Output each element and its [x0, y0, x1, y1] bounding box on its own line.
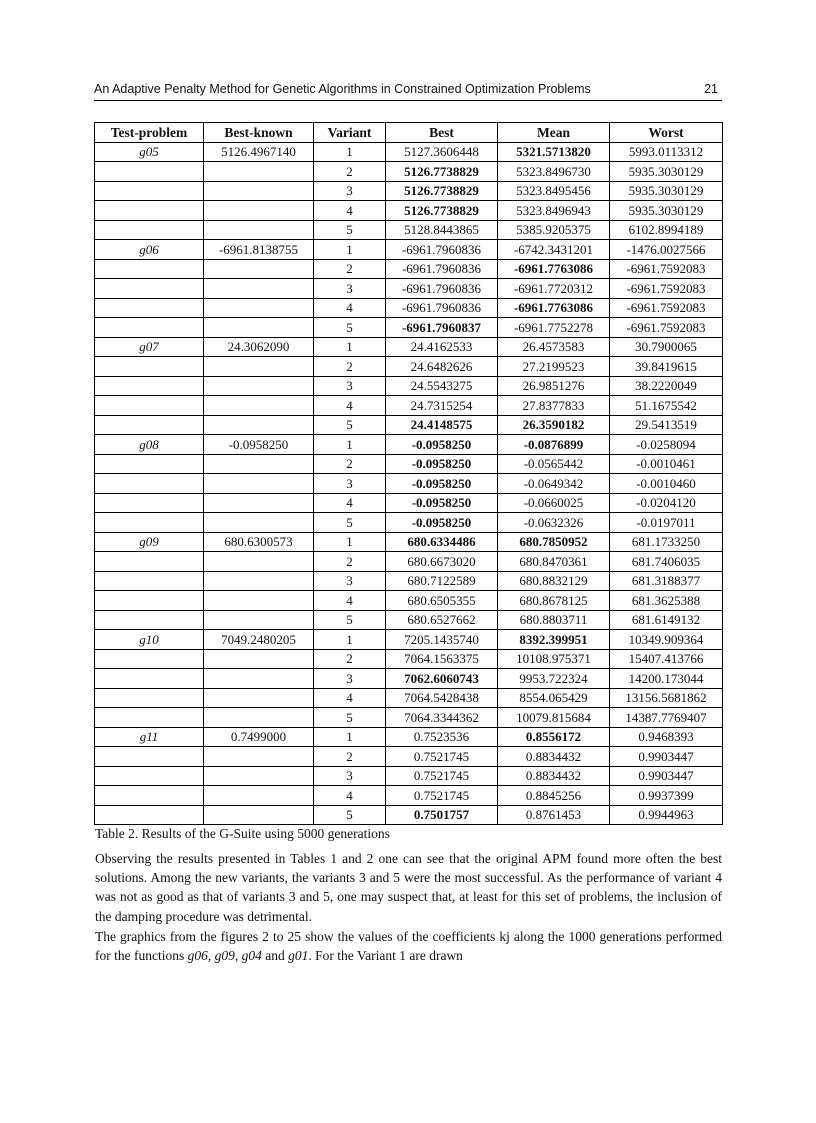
- cell-worst: 5935.3030129: [610, 181, 723, 201]
- cell-best-known: [204, 201, 314, 221]
- cell-best-known: [204, 162, 314, 182]
- cell-best-known: 680.6300573: [204, 532, 314, 552]
- table-row: [95, 805, 723, 825]
- table-row: [95, 571, 723, 591]
- cell-best-known: [204, 688, 314, 708]
- table-row: [95, 727, 723, 747]
- cell-variant: 1: [314, 240, 386, 260]
- cell-worst: 38.2220049: [610, 376, 723, 396]
- cell-test-problem: [95, 376, 204, 396]
- table-row: [95, 201, 723, 221]
- cell-best-known: [204, 805, 314, 825]
- cell-best: -0.0958250: [386, 474, 498, 494]
- cell-variant: 3: [314, 474, 386, 494]
- cell-test-problem: [95, 162, 204, 182]
- cell-worst: 0.9903447: [610, 747, 723, 767]
- cell-mean: 5323.8496943: [498, 201, 610, 221]
- cell-best: -6961.7960836: [386, 259, 498, 279]
- cell-variant: 1: [314, 142, 386, 162]
- cell-variant: 3: [314, 181, 386, 201]
- cell-worst: 681.3625388: [610, 591, 723, 611]
- cell-mean: -0.0565442: [498, 454, 610, 474]
- cell-variant: 3: [314, 766, 386, 786]
- cell-test-problem: [95, 454, 204, 474]
- cell-test-problem: [95, 279, 204, 299]
- cell-worst: -1476.0027566: [610, 240, 723, 260]
- cell-variant: 5: [314, 415, 386, 435]
- paragraph-text: The graphics from the figures 2 to 25 show the values of the coefficients kj along the 1000 generations performed for the functions: [95, 928, 722, 964]
- cell-best-known: [204, 708, 314, 728]
- cell-mean: 27.8377833: [498, 396, 610, 416]
- cell-variant: 4: [314, 688, 386, 708]
- cell-best: 5126.7738829: [386, 162, 498, 182]
- table-row: [95, 474, 723, 494]
- cell-test-problem: g05: [95, 142, 204, 162]
- column-header-best: Best: [386, 123, 498, 143]
- cell-test-problem: [95, 766, 204, 786]
- table-row: [95, 337, 723, 357]
- cell-worst: -0.0204120: [610, 493, 723, 513]
- cell-variant: 2: [314, 259, 386, 279]
- cell-mean: 5321.5713820: [498, 142, 610, 162]
- paragraph-text: . For the Variant 1 are drawn: [308, 948, 463, 964]
- column-header-variant: Variant: [314, 123, 386, 143]
- cell-test-problem: [95, 747, 204, 767]
- table-row: [95, 181, 723, 201]
- cell-mean: 0.8834432: [498, 766, 610, 786]
- cell-test-problem: [95, 318, 204, 338]
- cell-test-problem: [95, 298, 204, 318]
- cell-test-problem: [95, 220, 204, 240]
- cell-best-known: 7049.2480205: [204, 630, 314, 650]
- cell-test-problem: [95, 201, 204, 221]
- cell-variant: 2: [314, 552, 386, 572]
- table-body: [95, 142, 723, 825]
- table-row: [95, 454, 723, 474]
- cell-worst: -6961.7592083: [610, 318, 723, 338]
- page-number: 21: [704, 82, 718, 96]
- cell-mean: 9953.722324: [498, 669, 610, 689]
- cell-mean: -0.0632326: [498, 513, 610, 533]
- cell-best: 7062.6060743: [386, 669, 498, 689]
- cell-best-known: [204, 298, 314, 318]
- table-row: [95, 688, 723, 708]
- cell-mean: 8392.399951: [498, 630, 610, 650]
- cell-worst: 681.3188377: [610, 571, 723, 591]
- cell-variant: 5: [314, 805, 386, 825]
- table-row: [95, 610, 723, 630]
- cell-worst: 0.9937399: [610, 786, 723, 806]
- cell-best: 680.6527662: [386, 610, 498, 630]
- table-row: [95, 318, 723, 338]
- cell-test-problem: [95, 513, 204, 533]
- cell-best-known: [204, 357, 314, 377]
- cell-best-known: 5126.4967140: [204, 142, 314, 162]
- cell-best: 7064.5428438: [386, 688, 498, 708]
- cell-worst: 14200.173044: [610, 669, 723, 689]
- cell-variant: 3: [314, 279, 386, 299]
- cell-best: 24.4148575: [386, 415, 498, 435]
- cell-worst: 13156.5681862: [610, 688, 723, 708]
- cell-test-problem: [95, 688, 204, 708]
- table-row: [95, 396, 723, 416]
- cell-mean: -0.0876899: [498, 435, 610, 455]
- cell-best-known: 0.7499000: [204, 727, 314, 747]
- cell-test-problem: g11: [95, 727, 204, 747]
- column-header-worst: Worst: [610, 123, 723, 143]
- cell-variant: 4: [314, 591, 386, 611]
- cell-variant: 4: [314, 786, 386, 806]
- table-row: [95, 220, 723, 240]
- table-row: [95, 279, 723, 299]
- cell-variant: 2: [314, 162, 386, 182]
- cell-mean: 0.8556172: [498, 727, 610, 747]
- table-caption: Table 2. Results of the G-Suite using 5000 generations: [95, 826, 390, 841]
- cell-worst: 30.7900065: [610, 337, 723, 357]
- cell-variant: 2: [314, 649, 386, 669]
- cell-mean: 27.2199523: [498, 357, 610, 377]
- table-row: [95, 766, 723, 786]
- cell-best-known: -6961.8138755: [204, 240, 314, 260]
- cell-best: 7064.3344362: [386, 708, 498, 728]
- cell-best: -6961.7960836: [386, 279, 498, 299]
- cell-best: 24.4162533: [386, 337, 498, 357]
- table-row: [95, 747, 723, 767]
- table-row: [95, 298, 723, 318]
- cell-mean: 0.8834432: [498, 747, 610, 767]
- cell-variant: 5: [314, 220, 386, 240]
- cell-best: 5126.7738829: [386, 181, 498, 201]
- cell-best-known: [204, 454, 314, 474]
- cell-mean: 5323.8496730: [498, 162, 610, 182]
- cell-worst: 39.8419615: [610, 357, 723, 377]
- table-row: [95, 240, 723, 260]
- cell-best: 24.7315254: [386, 396, 498, 416]
- function-name: g06: [187, 948, 208, 964]
- cell-test-problem: g06: [95, 240, 204, 260]
- function-name: g04: [241, 948, 262, 964]
- separator: ,: [207, 948, 215, 964]
- table-row: [95, 552, 723, 572]
- cell-worst: 681.7406035: [610, 552, 723, 572]
- cell-best: 5127.3606448: [386, 142, 498, 162]
- table-row: [95, 162, 723, 182]
- cell-variant: 3: [314, 669, 386, 689]
- cell-best-known: [204, 220, 314, 240]
- cell-best-known: 24.3062090: [204, 337, 314, 357]
- cell-mean: 5323.8495456: [498, 181, 610, 201]
- cell-best-known: [204, 376, 314, 396]
- table-row: [95, 142, 723, 162]
- cell-best: -0.0958250: [386, 493, 498, 513]
- cell-best: -6961.7960837: [386, 318, 498, 338]
- cell-test-problem: [95, 181, 204, 201]
- cell-best-known: [204, 766, 314, 786]
- cell-mean: 680.7850952: [498, 532, 610, 552]
- table-row: [95, 532, 723, 552]
- cell-variant: 4: [314, 493, 386, 513]
- separator: and: [261, 948, 289, 964]
- cell-best: 680.6673020: [386, 552, 498, 572]
- cell-test-problem: [95, 571, 204, 591]
- cell-best-known: [204, 396, 314, 416]
- cell-mean: -0.0660025: [498, 493, 610, 513]
- cell-variant: 3: [314, 376, 386, 396]
- cell-best-known: [204, 493, 314, 513]
- cell-best: 5126.7738829: [386, 201, 498, 221]
- cell-worst: 0.9468393: [610, 727, 723, 747]
- cell-best-known: [204, 747, 314, 767]
- cell-variant: 2: [314, 747, 386, 767]
- table-row: [95, 649, 723, 669]
- cell-best-known: [204, 786, 314, 806]
- cell-best-known: [204, 669, 314, 689]
- cell-best: 7205.1435740: [386, 630, 498, 650]
- cell-mean: 5385.9205375: [498, 220, 610, 240]
- cell-test-problem: [95, 649, 204, 669]
- column-header-test-problem: Test-problem: [95, 123, 204, 143]
- cell-best-known: [204, 259, 314, 279]
- cell-worst: 681.6149132: [610, 610, 723, 630]
- cell-test-problem: [95, 610, 204, 630]
- table-row: [95, 591, 723, 611]
- paragraph: Observing the results presented in Tables 1 and 2 one can see that the original APM found more often the best solutions. Among the new variants, the variants 3 and 5 were the most successful. As the performance of variant 4 was not as good as that of variants 3 and 5, one may suspect that, at least for this set of problems, the inclusion of the damping procedure was detrimental.: [95, 851, 722, 924]
- cell-worst: 51.1675542: [610, 396, 723, 416]
- cell-mean: -6961.7763086: [498, 259, 610, 279]
- cell-mean: 10079.815684: [498, 708, 610, 728]
- cell-best: 7064.1563375: [386, 649, 498, 669]
- cell-test-problem: [95, 591, 204, 611]
- cell-mean: -0.0649342: [498, 474, 610, 494]
- cell-variant: 1: [314, 630, 386, 650]
- cell-test-problem: [95, 259, 204, 279]
- cell-worst: 5993.0113312: [610, 142, 723, 162]
- cell-worst: 15407.413766: [610, 649, 723, 669]
- table-row: [95, 415, 723, 435]
- cell-best: 0.7521745: [386, 786, 498, 806]
- cell-best: 0.7521745: [386, 747, 498, 767]
- cell-best-known: [204, 415, 314, 435]
- cell-mean: 680.8832129: [498, 571, 610, 591]
- cell-worst: 5935.3030129: [610, 162, 723, 182]
- cell-worst: 0.9944963: [610, 805, 723, 825]
- cell-test-problem: [95, 415, 204, 435]
- table-row: [95, 630, 723, 650]
- cell-mean: -6961.7752278: [498, 318, 610, 338]
- cell-worst: 10349.909364: [610, 630, 723, 650]
- cell-mean: 680.8803711: [498, 610, 610, 630]
- cell-test-problem: g07: [95, 337, 204, 357]
- cell-mean: 26.3590182: [498, 415, 610, 435]
- cell-worst: -0.0010461: [610, 454, 723, 474]
- cell-best-known: [204, 279, 314, 299]
- cell-test-problem: [95, 396, 204, 416]
- cell-best-known: [204, 513, 314, 533]
- cell-worst: 0.9903447: [610, 766, 723, 786]
- table-row: [95, 435, 723, 455]
- cell-variant: 5: [314, 708, 386, 728]
- cell-best: -6961.7960836: [386, 298, 498, 318]
- cell-variant: 4: [314, 201, 386, 221]
- cell-variant: 1: [314, 435, 386, 455]
- cell-best-known: [204, 571, 314, 591]
- cell-best: -0.0958250: [386, 454, 498, 474]
- cell-mean: 10108.975371: [498, 649, 610, 669]
- cell-mean: -6742.3431201: [498, 240, 610, 260]
- cell-worst: -6961.7592083: [610, 298, 723, 318]
- cell-variant: 1: [314, 337, 386, 357]
- cell-worst: 5935.3030129: [610, 201, 723, 221]
- cell-mean: 680.8678125: [498, 591, 610, 611]
- table-header-row: [95, 123, 723, 143]
- function-name: g01: [288, 948, 309, 964]
- cell-best-known: [204, 649, 314, 669]
- cell-best: -6961.7960836: [386, 240, 498, 260]
- cell-variant: 4: [314, 298, 386, 318]
- cell-best: 680.6505355: [386, 591, 498, 611]
- cell-best-known: [204, 318, 314, 338]
- cell-best-known: [204, 610, 314, 630]
- cell-best-known: -0.0958250: [204, 435, 314, 455]
- cell-worst: -0.0010460: [610, 474, 723, 494]
- cell-worst: 6102.8994189: [610, 220, 723, 240]
- cell-best-known: [204, 591, 314, 611]
- column-header-mean: Mean: [498, 123, 610, 143]
- cell-test-problem: g08: [95, 435, 204, 455]
- cell-worst: 14387.7769407: [610, 708, 723, 728]
- cell-worst: 681.1733250: [610, 532, 723, 552]
- cell-variant: 2: [314, 454, 386, 474]
- separator: ,: [234, 948, 242, 964]
- cell-best-known: [204, 474, 314, 494]
- running-header: [94, 80, 722, 101]
- column-header-best-known: Best-known: [204, 123, 314, 143]
- cell-mean: -6961.7720312: [498, 279, 610, 299]
- cell-test-problem: [95, 786, 204, 806]
- cell-test-problem: [95, 708, 204, 728]
- cell-test-problem: [95, 669, 204, 689]
- cell-test-problem: [95, 357, 204, 377]
- cell-test-problem: [95, 805, 204, 825]
- cell-worst: -6961.7592083: [610, 259, 723, 279]
- cell-best: 680.7122589: [386, 571, 498, 591]
- cell-best: 0.7501757: [386, 805, 498, 825]
- cell-test-problem: g09: [95, 532, 204, 552]
- table-row: [95, 513, 723, 533]
- table-row: [95, 786, 723, 806]
- cell-mean: 680.8470361: [498, 552, 610, 572]
- function-name: g09: [214, 948, 235, 964]
- running-header-title: An Adaptive Penalty Method for Genetic Algorithms in Constrained Optimization Problems: [94, 82, 591, 96]
- cell-best: 5128.8443865: [386, 220, 498, 240]
- cell-test-problem: g10: [95, 630, 204, 650]
- results-table: [94, 122, 723, 825]
- cell-best: 0.7521745: [386, 766, 498, 786]
- cell-best: 24.6482626: [386, 357, 498, 377]
- cell-variant: 1: [314, 532, 386, 552]
- cell-variant: 1: [314, 727, 386, 747]
- cell-mean: 0.8761453: [498, 805, 610, 825]
- cell-mean: 0.8845256: [498, 786, 610, 806]
- cell-worst: -0.0197011: [610, 513, 723, 533]
- cell-best: -0.0958250: [386, 513, 498, 533]
- cell-best: 0.7523536: [386, 727, 498, 747]
- cell-variant: 2: [314, 357, 386, 377]
- cell-test-problem: [95, 474, 204, 494]
- cell-mean: 26.4573583: [498, 337, 610, 357]
- cell-test-problem: [95, 552, 204, 572]
- table-row: [95, 669, 723, 689]
- table-row: [95, 493, 723, 513]
- cell-worst: 29.5413519: [610, 415, 723, 435]
- table-row: [95, 708, 723, 728]
- cell-test-problem: [95, 493, 204, 513]
- cell-worst: -0.0258094: [610, 435, 723, 455]
- cell-best: 24.5543275: [386, 376, 498, 396]
- table-row: [95, 357, 723, 377]
- cell-variant: 3: [314, 571, 386, 591]
- cell-variant: 5: [314, 513, 386, 533]
- cell-worst: -6961.7592083: [610, 279, 723, 299]
- cell-best: 680.6334486: [386, 532, 498, 552]
- cell-mean: 8554.065429: [498, 688, 610, 708]
- cell-variant: 4: [314, 396, 386, 416]
- cell-variant: 5: [314, 318, 386, 338]
- body-text: [95, 849, 722, 965]
- cell-best-known: [204, 181, 314, 201]
- cell-mean: 26.9851276: [498, 376, 610, 396]
- paragraph: [95, 927, 722, 965]
- table-row: [95, 259, 723, 279]
- cell-variant: 5: [314, 610, 386, 630]
- cell-best: -0.0958250: [386, 435, 498, 455]
- cell-mean: -6961.7763086: [498, 298, 610, 318]
- table-row: [95, 376, 723, 396]
- cell-best-known: [204, 552, 314, 572]
